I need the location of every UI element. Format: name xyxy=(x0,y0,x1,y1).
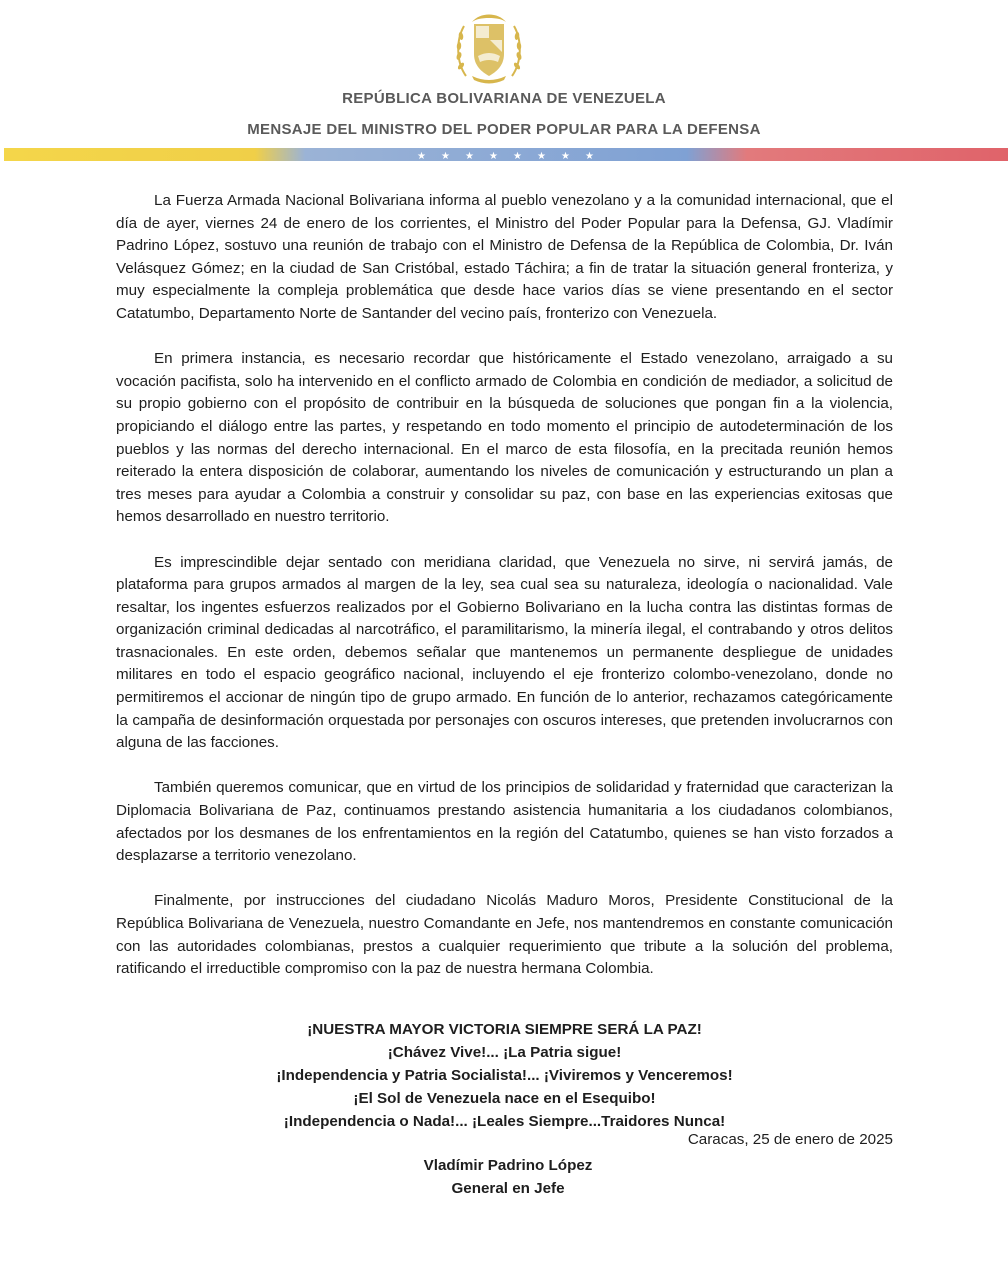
motto-line: ¡Independencia o Nada!... ¡Leales Siempre...Traidores Nunca! xyxy=(283,1113,726,1130)
paragraph-4: También queremos comunicar, que en virtud de los principios de solidaridad y fraternidad que caracterizan la Diplomacia Bolivariana de Paz, continuamos prestando asistencia humanitaria a los ciudadanos colombianos, afectados por los desmanes de los enfrentamientos en la región del Catatumbo, quienes se han visto forzados a desplazarse a territorio venezolano. xyxy=(116,779,893,865)
paragraph-5: Finalmente, por instrucciones del ciudadano Nicolás Maduro Moros, Presidente Constitucional de la República Bolivariana de Venezuela, nuestro Comandante en Jefe, nos mantendremos en constante comunicación con las autoridades colombianas, prestos a cualquier requerimiento que tribute a la solución del problema, ratificando el irreductible compromiso con la paz de nuestra hermana Colombia. xyxy=(116,892,893,978)
coat-of-arms-icon xyxy=(452,10,526,88)
paragraph-1: La Fuerza Armada Nacional Bolivariana informa al pueblo venezolano y a la comunidad internacional, que el día de ayer, viernes 24 de enero de los corrientes, el Ministro del Poder Popular para la Defensa, GJ. Vladímir Padrino López, sostuvo una reunión de trabajo con el Ministro de Defensa de la República de Colombia, Dr. Iván Velásquez Gómez; en la ciudad de San Cristóbal, estado Táchira; a fin de tratar la situación general fronteriza, y muy especialmente la compleja problemática que desde hace varios días se viene presentando en el sector Catatumbo, Departamento Norte de Santander del vecino país, fronterizo con Venezuela. xyxy=(116,192,893,322)
paragraph-2: En primera instancia, es necesario recordar que históricamente el Estado venezolano, arraigado a su vocación pacifista, solo ha intervenido en el conflicto armado de Colombia en condición de mediador, a solicitud de su propio gobierno con el propósito de contribuir en la búsqueda de soluciones que pongan fin a la violencia, propiciando el diálogo entre las partes, y respetando en todo momento el principio de autodeterminación de los pueblos y las normas del derecho internacional. En el marco de esta filosofía, en la precitada reunión hemos reiterado la entera disposición de colaborar, aumentando los niveles de comunicación y estructurando un plan a tres meses para ayudar a Colombia a construir y consolidar su paz, con base en las experiencias exitosas que hemos desarrollado en nuestro territorio. xyxy=(116,350,893,526)
motto-line: ¡NUESTRA MAYOR VICTORIA SIEMPRE SERÁ LA PAZ! xyxy=(307,1021,702,1038)
motto-line: ¡El Sol de Venezuela nace en el Esequibo! xyxy=(353,1090,656,1107)
star-icon: ★ xyxy=(465,151,474,161)
motto-line: ¡Independencia y Patria Socialista!... ¡Viviremos y Venceremos! xyxy=(276,1067,733,1084)
star-icon: ★ xyxy=(489,151,498,161)
signer-name: Vladímir Padrino López xyxy=(423,1157,593,1174)
star-icon: ★ xyxy=(561,151,570,161)
star-icon: ★ xyxy=(585,151,594,161)
signer-title: General en Jefe xyxy=(451,1180,565,1197)
header-republic: REPÚBLICA BOLIVARIANA DE VENEZUELA xyxy=(342,90,666,107)
mottos xyxy=(116,1018,893,1133)
star-icon: ★ xyxy=(537,151,546,161)
tricolor-band xyxy=(4,148,1008,161)
statement-body xyxy=(116,190,893,1003)
coat-of-arms xyxy=(452,10,526,88)
star-icon: ★ xyxy=(417,151,426,161)
motto-line: ¡Chávez Vive!... ¡La Patria sigue! xyxy=(387,1044,622,1061)
signature-block xyxy=(0,1154,1008,1200)
star-icon: ★ xyxy=(441,151,450,161)
header-ministry: MENSAJE DEL MINISTRO DEL PODER POPULAR PARA LA DEFENSA xyxy=(247,121,761,138)
paragraph-3: Es imprescindible dejar sentado con meridiana claridad, que Venezuela no sirve, ni servirá jamás, de plataforma para grupos armados al margen de la ley, sea cual sea su naturaleza, ideología o nacionalidad. Vale resaltar, los ingentes esfuerzos realizados por el Gobierno Bolivariano en la lucha contra las distintas formas de organización criminal dedicadas al narcotráfico, el paramilitarismo, la minería ilegal, el contrabando y otros delitos trasnacionales. En este orden, debemos señalar que mantenemos un permanente despliegue de unidades militares en todo el espacio geográfico nacional, incluyendo el eje fronterizo colombo-venezolano, donde no permitiremos el accionar de ningún tipo de grupo armado. En función de lo anterior, rechazamos categóricamente la campaña de desinformación orquestada por personajes con oscuros intereses, que pretenden involucrarnos con alguna de las facciones. xyxy=(116,553,893,752)
flag-divider xyxy=(4,148,1008,161)
star-icon: ★ xyxy=(513,151,522,161)
date-place: Caracas, 25 de enero de 2025 xyxy=(687,1131,893,1148)
